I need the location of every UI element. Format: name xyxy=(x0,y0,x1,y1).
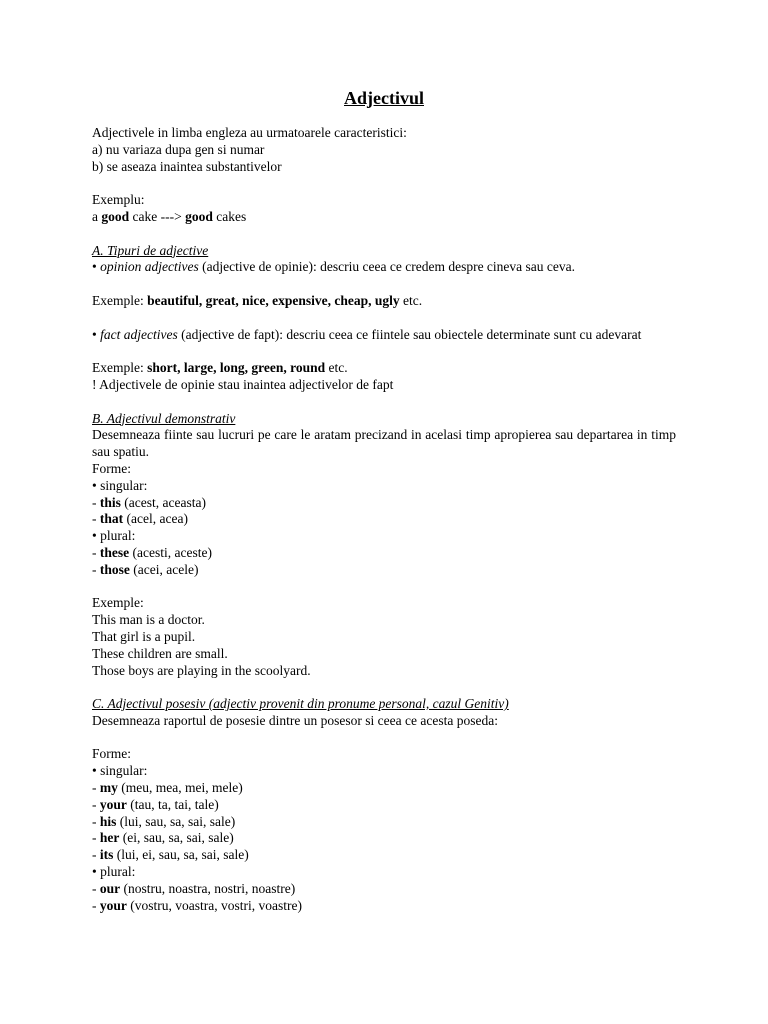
list-item: - those (acei, acele) xyxy=(92,561,199,577)
example-sentence: This man is a doctor. xyxy=(92,612,205,628)
page-title: Adjectivul xyxy=(344,88,424,108)
list-item: - this (acest, aceasta) xyxy=(92,494,206,510)
section-heading-b: B. Adjectivul demonstrativ xyxy=(92,410,236,426)
intro-line: Adjectivele in limba engleza au urmatoarele caracteristici: xyxy=(92,125,407,140)
list-item: - our (nostru, noastra, nostri, noastre) xyxy=(92,880,296,896)
list-item: - your (vostru, voastra, vostri, voastre) xyxy=(92,897,302,913)
order-note: ! Adjectivele de opinie stau inaintea adjectivelor de fapt xyxy=(92,376,394,392)
forms-label: Forme: xyxy=(92,746,131,762)
examples-label: Exemple: xyxy=(92,595,144,611)
list-item: - her (ei, sau, sa, sai, sale) xyxy=(92,830,234,846)
possessive-description: Desemneaza raportul de posesie dintre un posesor si ceea ce acesta poseda: xyxy=(92,712,498,728)
example-line: a good cake ---> good cakes xyxy=(92,208,247,224)
intro-line: b) se aseaza inaintea substantivelor xyxy=(92,158,282,174)
section-heading-c: C. Adjectivul posesiv (adjectiv provenit din pronume personal, cazul Genitiv) xyxy=(92,696,509,712)
list-item: - these (acesti, aceste) xyxy=(92,544,212,560)
fact-adjectives-item: • fact adjectives (adjective de fapt): descriu ceea ce fiintele sau obiectele determinate sunt cu adevarat xyxy=(92,326,642,342)
list-item: - that (acel, acea) xyxy=(92,511,188,527)
opinion-examples: Exemple: beautiful, great, nice, expensive, cheap, ugly etc. xyxy=(92,292,423,308)
list-item: - his (lui, sau, sa, sai, sale) xyxy=(92,813,236,829)
demonstrative-description: Desemneaza fiinte sau lucruri pe care le aratam precizand in acelasi timp apropierea sau departarea in timp sau spatiu. xyxy=(92,427,676,460)
example-sentence: That girl is a pupil. xyxy=(92,628,196,644)
example-sentence: Those boys are playing in the scoolyard. xyxy=(92,662,311,678)
intro-line: a) nu variaza dupa gen si numar xyxy=(92,141,265,157)
list-item: - its (lui, ei, sau, sa, sai, sale) xyxy=(92,847,249,863)
singular-label: • singular: xyxy=(92,763,148,779)
singular-label: • singular: xyxy=(92,477,148,493)
example-label: Exemplu: xyxy=(92,192,145,208)
document-body xyxy=(92,87,676,914)
list-item: - your (tau, ta, tai, tale) xyxy=(92,796,219,812)
example-sentence: These children are small. xyxy=(92,645,228,661)
list-item: - my (meu, mea, mei, mele) xyxy=(92,780,243,796)
section-heading-a: A. Tipuri de adjective xyxy=(92,242,209,258)
opinion-adjectives-item: • opinion adjectives (adjective de opinie): descriu ceea ce credem despre cineva sau ceva. xyxy=(92,259,576,275)
plural-label: • plural: xyxy=(92,864,136,880)
plural-label: • plural: xyxy=(92,528,136,544)
forms-label: Forme: xyxy=(92,460,131,476)
fact-examples: Exemple: short, large, long, green, round etc. xyxy=(92,360,348,376)
